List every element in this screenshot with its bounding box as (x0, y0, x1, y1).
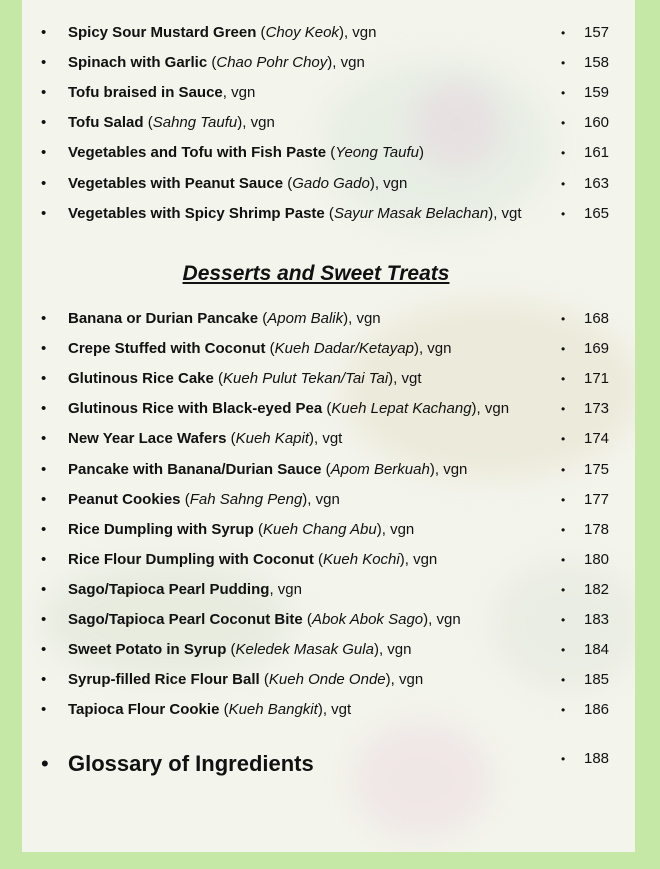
diet-tag: vgn (356, 310, 381, 327)
page-bullet: • (561, 116, 566, 131)
diet-tag: vgn (443, 460, 468, 478)
page-bullet: • (561, 462, 566, 477)
page-number: 158 (584, 54, 610, 72)
entry-text: Tofu Salad (Sahng Taufu), vgn (68, 114, 275, 132)
entry-text: Sweet Potato in Syrup (Keledek Masak Gula), vgn (68, 641, 412, 659)
page-bullet: • (561, 613, 566, 627)
entry-text: New Year Lace Wafers (Kueh Kapit), vgt (68, 430, 343, 448)
page-bullet: • (561, 752, 566, 766)
page-bullet: • (561, 86, 566, 101)
section-title-text: Desserts and Sweet Treats (182, 262, 450, 285)
dish-name: Rice Dumpling with Syrup (68, 520, 254, 538)
toc-entry[interactable] (22, 21, 635, 45)
entry-text: Vegetables with Peanut Sauce (Gado Gado), vgn (68, 174, 408, 192)
entry-text: Glutinous Rice with Black-eyed Pea (Kueh Lepat Kachang), vgn (68, 400, 510, 418)
diet-tag: vgn (436, 611, 461, 628)
dish-name: Spinach with Garlic (68, 54, 208, 72)
page-number: 157 (584, 24, 610, 41)
bullet: • (41, 370, 47, 388)
page-bullet: • (561, 402, 566, 417)
dish-name: Vegetables with Peanut Sauce (68, 174, 284, 192)
bullet: • (41, 701, 47, 719)
page-number: 180 (584, 550, 610, 568)
diet-tag: vgt (501, 204, 522, 222)
entry-text: Sago/Tapioca Pearl Coconut Bite (Abok Abok Sago), vgn (68, 611, 461, 628)
page-number: 184 (584, 641, 610, 659)
diet-tag: vgn (315, 490, 340, 508)
entry-text: Spicy Sour Mustard Green (Choy Keok), vgn (68, 24, 377, 41)
page-number: 173 (584, 400, 610, 418)
page-number: 185 (584, 671, 610, 689)
bullet: • (41, 550, 47, 568)
bullet: • (41, 54, 47, 72)
page-number: 168 (584, 310, 610, 327)
bullet: • (41, 340, 47, 358)
bullet: • (41, 520, 47, 538)
toc-entry[interactable] (22, 458, 635, 482)
toc-entry[interactable] (22, 668, 635, 692)
page-number: 186 (584, 701, 610, 719)
dish-name: New Year Lace Wafers (68, 430, 227, 448)
diet-tag: vgn (340, 54, 365, 72)
bullet: • (41, 580, 47, 598)
bullet: • (41, 460, 47, 478)
toc-entry[interactable] (22, 488, 635, 512)
entry-text: Syrup-filled Rice Flour Ball (Kueh Onde Onde), vgn (68, 671, 424, 689)
dish-name: Tofu braised in Sauce (68, 84, 223, 102)
bullet: • (41, 611, 47, 628)
entry-text: Glutinous Rice Cake (Kueh Pulut Tekan/Tai Tai), vgt (68, 370, 422, 388)
entry-text: Tapioca Flour Cookie (Kueh Bangkit), vgt (68, 701, 352, 719)
toc-entry[interactable] (22, 397, 635, 421)
diet-tag: vgn (250, 114, 275, 132)
bullet: • (41, 204, 47, 222)
dish-local-name: Sahng Taufu (152, 114, 238, 132)
toc-entry[interactable] (22, 202, 635, 226)
dish-name: Pancake with Banana/Durian Sauce (68, 460, 322, 478)
page-number: 182 (584, 580, 610, 598)
page-number: 171 (584, 370, 610, 388)
bullet: • (41, 310, 47, 327)
bullet: • (41, 490, 47, 508)
diet-tag: vgn (484, 400, 510, 418)
page-bullet: • (561, 522, 566, 537)
dish-local-name: Yeong Taufu (335, 144, 419, 162)
diet-tag: vgn (352, 24, 377, 41)
toc-entry[interactable] (22, 81, 635, 105)
bullet: • (41, 174, 47, 192)
page-number: 159 (584, 84, 610, 102)
dish-local-name: Chao Pohr Choy (216, 54, 328, 72)
page-number: 169 (584, 340, 610, 358)
entry-text: Sago/Tapioca Pearl Pudding, vgn (68, 580, 302, 598)
section-title-desserts (0, 262, 660, 286)
dish-local-name: Kueh Bangkit (228, 701, 318, 719)
page-bullet: • (561, 582, 566, 597)
toc-entry[interactable] (22, 638, 635, 662)
entry-text: Pancake with Banana/Durian Sauce (Apom Berkuah), vgn (68, 460, 468, 478)
dish-name: Banana or Durian Pancake (68, 310, 259, 327)
entry-text: Banana or Durian Pancake (Apom Balik), vgn (68, 310, 381, 327)
toc-entry[interactable] (22, 698, 635, 722)
dish-name: Glutinous Rice with Black-eyed Pea (68, 400, 323, 418)
toc-entry[interactable] (22, 111, 635, 135)
bullet: • (41, 641, 47, 659)
page-bullet: • (561, 26, 566, 40)
toc-entry[interactable] (22, 51, 635, 75)
page-bullet: • (561, 372, 566, 387)
dish-name: Glutinous Rice Cake (68, 370, 214, 388)
entry-text: Peanut Cookies (Fah Sahng Peng), vgn (68, 490, 340, 508)
page-bullet: • (561, 312, 566, 326)
diet-tag: vgn (413, 550, 438, 568)
page-bullet: • (561, 643, 566, 658)
toc-content (22, 0, 635, 852)
diet-tag: vgt (401, 370, 422, 388)
toc-entry[interactable] (22, 608, 635, 632)
dish-local-name: Apom Balik (267, 310, 344, 327)
dish-name: Spicy Sour Mustard Green (68, 24, 257, 41)
bullet: • (41, 751, 49, 776)
toc-entry[interactable] (22, 141, 635, 165)
toc-entry[interactable] (22, 367, 635, 391)
page-bullet: • (561, 342, 566, 357)
diet-tag: vgn (383, 174, 408, 192)
diet-tag: vgn (427, 340, 452, 358)
dish-local-name: Kueh Kapit (235, 430, 309, 448)
dish-name: Crepe Stuffed with Coconut (68, 340, 266, 358)
page-number: 175 (584, 460, 610, 478)
toc-page (22, 0, 635, 852)
toc-entry[interactable] (22, 172, 635, 196)
diet-tag: vgn (387, 641, 412, 659)
toc-entry[interactable] (22, 337, 635, 361)
page-bullet: • (561, 703, 566, 718)
dish-local-name: Choy Keok (265, 24, 339, 41)
bullet: • (41, 114, 47, 132)
page-number: 177 (584, 490, 610, 508)
toc-entry[interactable] (22, 548, 635, 572)
dish-local-name: Kueh Pulut Tekan/Tai Tai (223, 370, 389, 388)
dish-name: Syrup-filled Rice Flour Ball (68, 671, 260, 689)
toc-entry[interactable] (22, 518, 635, 542)
dish-local-name: Abok Abok Sago (311, 611, 424, 628)
page-bullet: • (561, 176, 566, 191)
dish-local-name: Kueh Kochi (323, 550, 400, 568)
dish-local-name: Fah Sahng Peng (189, 490, 303, 508)
page-number: 183 (584, 611, 610, 628)
dish-local-name: Gado Gado (292, 174, 370, 192)
glossary-label: Glossary of Ingredients (68, 751, 314, 776)
toc-entry[interactable] (22, 427, 635, 451)
page-bullet: • (561, 146, 566, 161)
dish-local-name: Kueh Onde Onde (268, 671, 386, 689)
dish-local-name: Sayur Masak Belachan (333, 204, 489, 222)
page-bullet: • (561, 552, 566, 567)
diet-tag: vgn (277, 580, 302, 598)
diet-tag: vgn (398, 671, 424, 689)
page-number: 165 (584, 204, 610, 222)
dish-name: Tofu Salad (68, 114, 144, 132)
page-number: 160 (584, 114, 610, 132)
dish-name: Peanut Cookies (68, 490, 181, 508)
diet-tag: vgt (331, 701, 352, 719)
entry-text: Spinach with Garlic (Chao Pohr Choy), vgn (68, 54, 365, 72)
page-number: 163 (584, 174, 610, 192)
entry-text: Vegetables with Spicy Shrimp Paste (Sayur Masak Belachan), vgt (68, 204, 522, 222)
dish-name: Sweet Potato in Syrup (68, 641, 227, 659)
diet-tag: vgn (390, 520, 415, 538)
page-number: 174 (584, 430, 610, 448)
toc-entry[interactable] (22, 307, 635, 331)
glossary-entry[interactable] (22, 747, 635, 781)
page-number: 161 (584, 144, 610, 162)
bullet: • (41, 430, 47, 448)
page-bullet: • (561, 432, 566, 447)
entry-text: Rice Dumpling with Syrup (Kueh Chang Abu), vgn (68, 520, 415, 538)
page-number: 178 (584, 520, 610, 538)
entry-text: Rice Flour Dumpling with Coconut (Kueh Kochi), vgn (68, 550, 438, 568)
page-bullet: • (561, 56, 566, 71)
dish-local-name: Kueh Dadar/Ketayap (274, 340, 414, 358)
entry-text: Tofu braised in Sauce, vgn (68, 84, 256, 102)
bullet: • (41, 84, 47, 102)
page-bullet: • (561, 673, 566, 688)
dish-name: Vegetables with Spicy Shrimp Paste (68, 204, 325, 222)
page-bullet: • (561, 492, 566, 507)
bullet: • (41, 24, 47, 41)
bullet: • (41, 144, 47, 162)
dish-local-name: Kueh Lepat Kachang (331, 400, 472, 418)
dish-name: Rice Flour Dumpling with Coconut (68, 550, 314, 568)
entry-text: Crepe Stuffed with Coconut (Kueh Dadar/Ketayap), vgn (68, 340, 452, 358)
dish-local-name: Apom Berkuah (330, 460, 430, 478)
dish-name: Tapioca Flour Cookie (68, 701, 220, 719)
toc-entry[interactable] (22, 578, 635, 602)
entry-text: Vegetables and Tofu with Fish Paste (Yeong Taufu) (68, 144, 424, 162)
page-number: 188 (584, 750, 610, 767)
bullet: • (41, 400, 47, 418)
dish-local-name: Keledek Masak Gula (235, 641, 374, 659)
bullet: • (41, 671, 47, 689)
dish-local-name: Kueh Chang Abu (263, 520, 377, 538)
dish-name: Sago/Tapioca Pearl Pudding (68, 580, 270, 598)
dish-name: Sago/Tapioca Pearl Coconut Bite (68, 611, 303, 628)
dish-name: Vegetables and Tofu with Fish Paste (68, 144, 327, 162)
diet-tag: vgn (231, 84, 256, 102)
diet-tag: vgt (322, 430, 343, 448)
page-bullet: • (561, 206, 566, 221)
